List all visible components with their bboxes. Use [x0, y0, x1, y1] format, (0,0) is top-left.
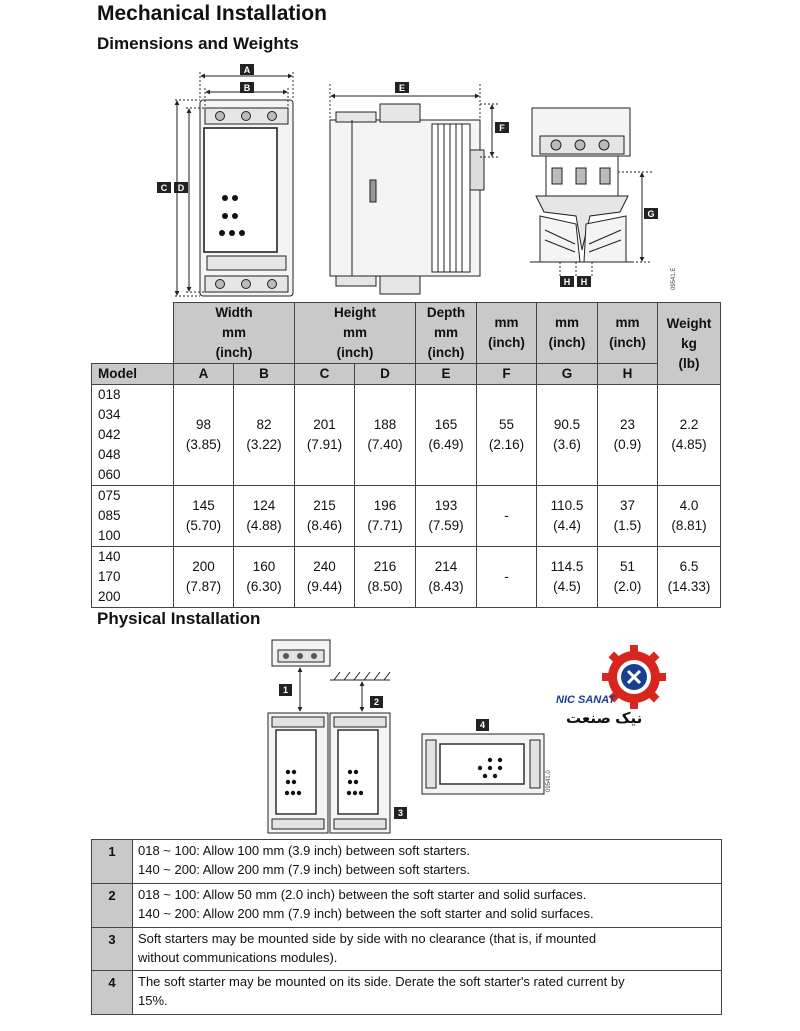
value-cell: - — [477, 486, 537, 547]
value-cell: 37 (1.5) — [598, 486, 658, 547]
table-row — [92, 840, 722, 884]
drawing-code-2: 09541.0 — [546, 770, 552, 792]
table-row — [92, 971, 722, 1015]
model-cell: 018 034 042 048 060 — [92, 385, 174, 486]
header-weight: Weight kg (lb) — [658, 303, 721, 385]
model-cell: 140 170 200 — [92, 547, 174, 608]
note-number: 2 — [92, 884, 133, 928]
table-row — [92, 884, 722, 928]
install-label-4: 4 — [479, 720, 486, 730]
value-cell: 98 (3.85) — [174, 385, 234, 486]
header-model: Model — [92, 364, 174, 385]
logo-text-en: NIC SANAT — [556, 694, 616, 706]
note-number: 4 — [92, 971, 133, 1015]
value-cell: 240 (9.44) — [295, 547, 355, 608]
value-cell: 51 (2.0) — [598, 547, 658, 608]
label-B: B — [243, 83, 251, 93]
value-cell: - — [477, 547, 537, 608]
header-width: Width mm (inch) — [174, 303, 295, 364]
label-E: E — [398, 83, 406, 93]
model-cell: 075 085 100 — [92, 486, 174, 547]
value-cell: 4.0 (8.81) — [658, 486, 721, 547]
value-cell: 215 (8.46) — [295, 486, 355, 547]
table-header-groups — [92, 303, 721, 364]
dimension-labels — [0, 0, 800, 300]
label-C: C — [160, 183, 168, 193]
value-cell: 23 (0.9) — [598, 385, 658, 486]
installation-drawing — [260, 636, 560, 840]
value-cell: 82 (3.22) — [234, 385, 295, 486]
value-cell: 201 (7.91) — [295, 385, 355, 486]
label-A: A — [243, 65, 251, 75]
value-cell: 188 (7.40) — [355, 385, 416, 486]
table-row — [92, 547, 721, 608]
value-cell: 214 (8.43) — [416, 547, 477, 608]
value-cell: 145 (5.70) — [174, 486, 234, 547]
subsection-title-physical: Physical Installation — [97, 609, 261, 628]
dimensions-table — [91, 302, 721, 608]
value-cell: 196 (7.71) — [355, 486, 416, 547]
table-header-letters: Model A B C D E F G H — [92, 364, 721, 385]
label-H-1: H — [563, 277, 571, 287]
logo-text-fa: نیک صنعت — [566, 710, 643, 727]
value-cell: 6.5 (14.33) — [658, 547, 721, 608]
table-row — [92, 486, 721, 547]
install-label-3: 3 — [397, 808, 404, 818]
value-cell: 114.5 (4.5) — [537, 547, 598, 608]
header-height: Height mm (inch) — [295, 303, 416, 364]
drawing-code-1: 09541.E — [671, 267, 677, 290]
value-cell: 200 (7.87) — [174, 547, 234, 608]
note-number: 3 — [92, 928, 133, 971]
value-cell: 193 (7.59) — [416, 486, 477, 547]
value-cell: 160 (6.30) — [234, 547, 295, 608]
value-cell: 216 (8.50) — [355, 547, 416, 608]
install-label-1: 1 — [282, 685, 289, 695]
note-text: 018 ~ 100: Allow 100 mm (3.9 inch) between soft starters. 140 ~ 200: Allow 200 mm (7.9 inch) between soft starters. — [133, 840, 722, 884]
note-text: The soft starter may be mounted on its side. Derate the soft starter's rated current by 15%. — [133, 971, 722, 1015]
header-f-units: mm (inch) — [477, 303, 537, 364]
section-title: Mechanical Installation — [97, 2, 327, 25]
value-cell: 2.2 (4.85) — [658, 385, 721, 486]
label-D: D — [177, 183, 185, 193]
note-text: 018 ~ 100: Allow 50 mm (2.0 inch) between the soft starter and solid surfaces. 140 ~ 200: Allow 200 mm (7.9 inch) between the soft starter and solid surfaces. — [133, 884, 722, 928]
value-cell: 110.5 (4.4) — [537, 486, 598, 547]
note-number: 1 — [92, 840, 133, 884]
label-H-2: H — [580, 277, 588, 287]
value-cell: 55 (2.16) — [477, 385, 537, 486]
note-text: Soft starters may be mounted side by side with no clearance (that is, if mounted without communications modules). — [133, 928, 722, 971]
value-cell: 124 (4.88) — [234, 486, 295, 547]
label-G: G — [647, 209, 655, 219]
table-row — [92, 928, 722, 971]
header-depth: Depth mm (inch) — [416, 303, 477, 364]
install-label-2: 2 — [373, 697, 380, 707]
table-row — [92, 385, 721, 486]
header-g-units: mm (inch) — [537, 303, 598, 364]
label-F: F — [499, 123, 505, 133]
subsection-title-dimensions: Dimensions and Weights — [97, 34, 299, 53]
installation-notes-table — [91, 839, 722, 1015]
value-cell: 165 (6.49) — [416, 385, 477, 486]
header-h-units: mm (inch) — [598, 303, 658, 364]
value-cell: 90.5 (3.6) — [537, 385, 598, 486]
